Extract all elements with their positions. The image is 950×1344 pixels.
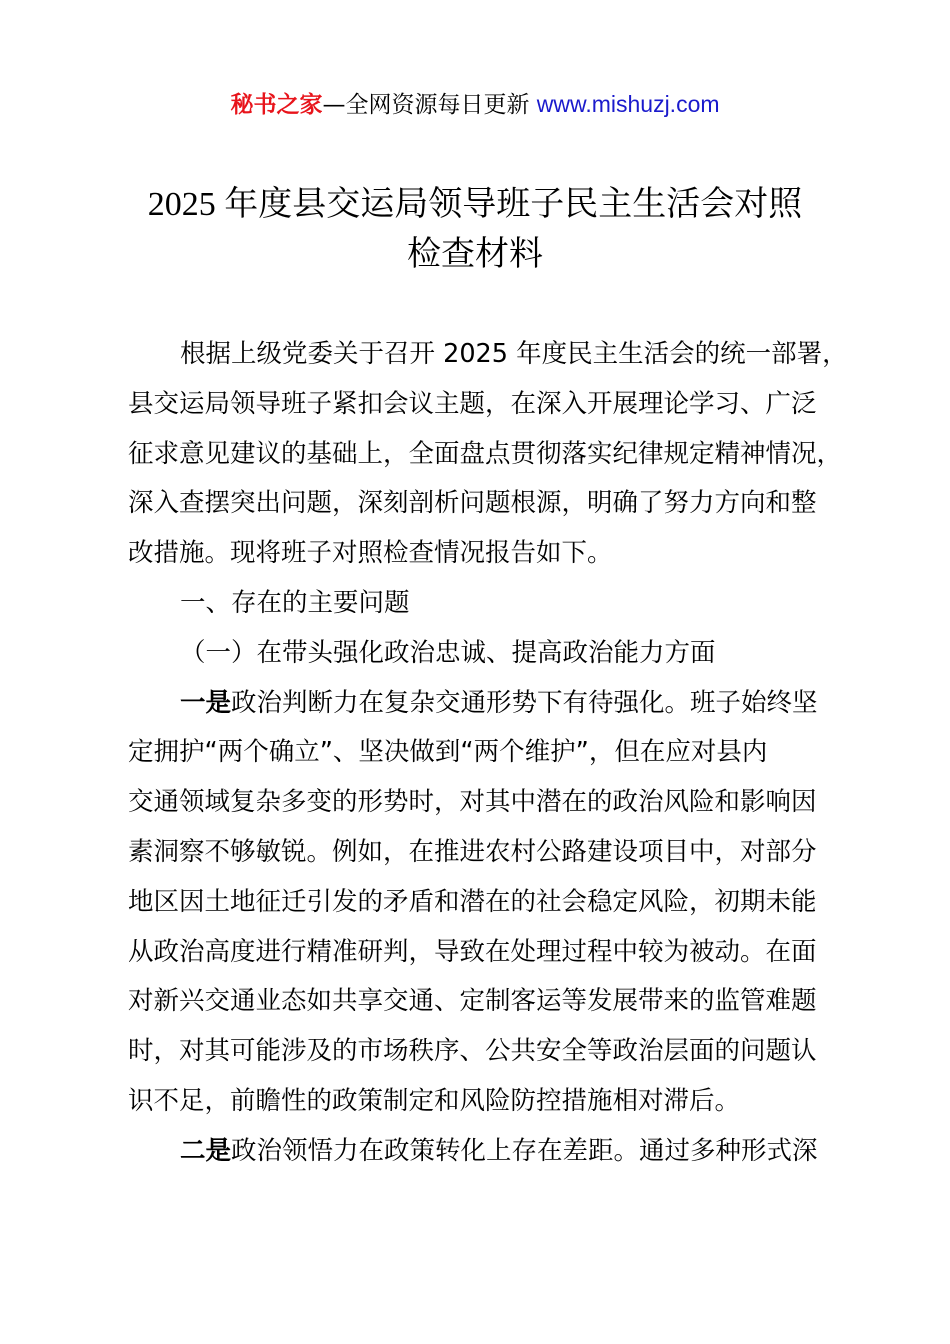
subsection-heading: （一）在带头强化政治忠诚、提高政治能力方面 bbox=[180, 637, 716, 668]
banner-brand: 秘书之家 bbox=[230, 92, 323, 118]
point1-lead: 一是 bbox=[180, 687, 232, 718]
point1-line: 识不足，前瞻性的政策制定和风险防控措施相对滞后。 bbox=[128, 1085, 741, 1116]
title-line-1: 2025 年度县交运局领导班子民主生活会对照 bbox=[147, 186, 803, 223]
banner-slogan: —全网资源每日更新 bbox=[322, 92, 537, 118]
point2-line bbox=[128, 1127, 838, 1177]
point1-line bbox=[128, 679, 838, 729]
point1-line: 对新兴交通业态如共享交通、定制客运等发展带来的监管难题 bbox=[128, 986, 817, 1017]
point2-text: 政治领悟力在政策转化上存在差距。通过多种形式深 bbox=[231, 1135, 818, 1166]
intro-line: 深入查摆突出问题，深刻剖析问题根源，明确了努力方向和整 bbox=[128, 488, 817, 519]
point1-line: 交通领域复杂多变的形势时，对其中潜在的政治风险和影响因 bbox=[128, 787, 817, 818]
point2-lead: 二是 bbox=[180, 1135, 232, 1166]
intro-line: 征求意见建议的基础上，全面盘点贯彻落实纪律规定精神情况， bbox=[128, 438, 843, 469]
intro-line: 根据上级党委关于召开 2025 年度民主生活会的统一部署， bbox=[180, 339, 848, 369]
point1-line: 时，对其可能涉及的市场秩序、公共安全等政治层面的问题认 bbox=[128, 1036, 817, 1067]
intro-line: 改措施。现将班子对照检查情况报告如下。 bbox=[128, 538, 613, 569]
site-banner bbox=[0, 88, 950, 121]
section-heading: 一、存在的主要问题 bbox=[180, 587, 410, 618]
document-body bbox=[128, 330, 848, 1177]
point1-line: 素洞察不够敏锐。例如，在推进农村公路建设项目中，对部分 bbox=[128, 836, 817, 867]
banner-url-link[interactable]: www.mishuzj.com bbox=[536, 91, 720, 117]
intro-line: 县交运局领导班子紧扣会议主题，在深入开展理论学习、广泛 bbox=[128, 388, 817, 419]
point1-text: 政治判断力在复杂交通形势下有待强化。班子始终坚 bbox=[231, 687, 818, 718]
point1-line: 定拥护“两个确立”、坚决做到“两个维护”，但在应对县内 bbox=[128, 737, 768, 768]
point1-line: 从政治高度进行精准研判，导致在处理过程中较为被动。在面 bbox=[128, 936, 817, 967]
title-line-2: 检查材料 bbox=[407, 236, 543, 273]
document-title bbox=[0, 180, 950, 280]
point1-line: 地区因土地征迁引发的矛盾和潜在的社会稳定风险，初期未能 bbox=[128, 886, 817, 917]
